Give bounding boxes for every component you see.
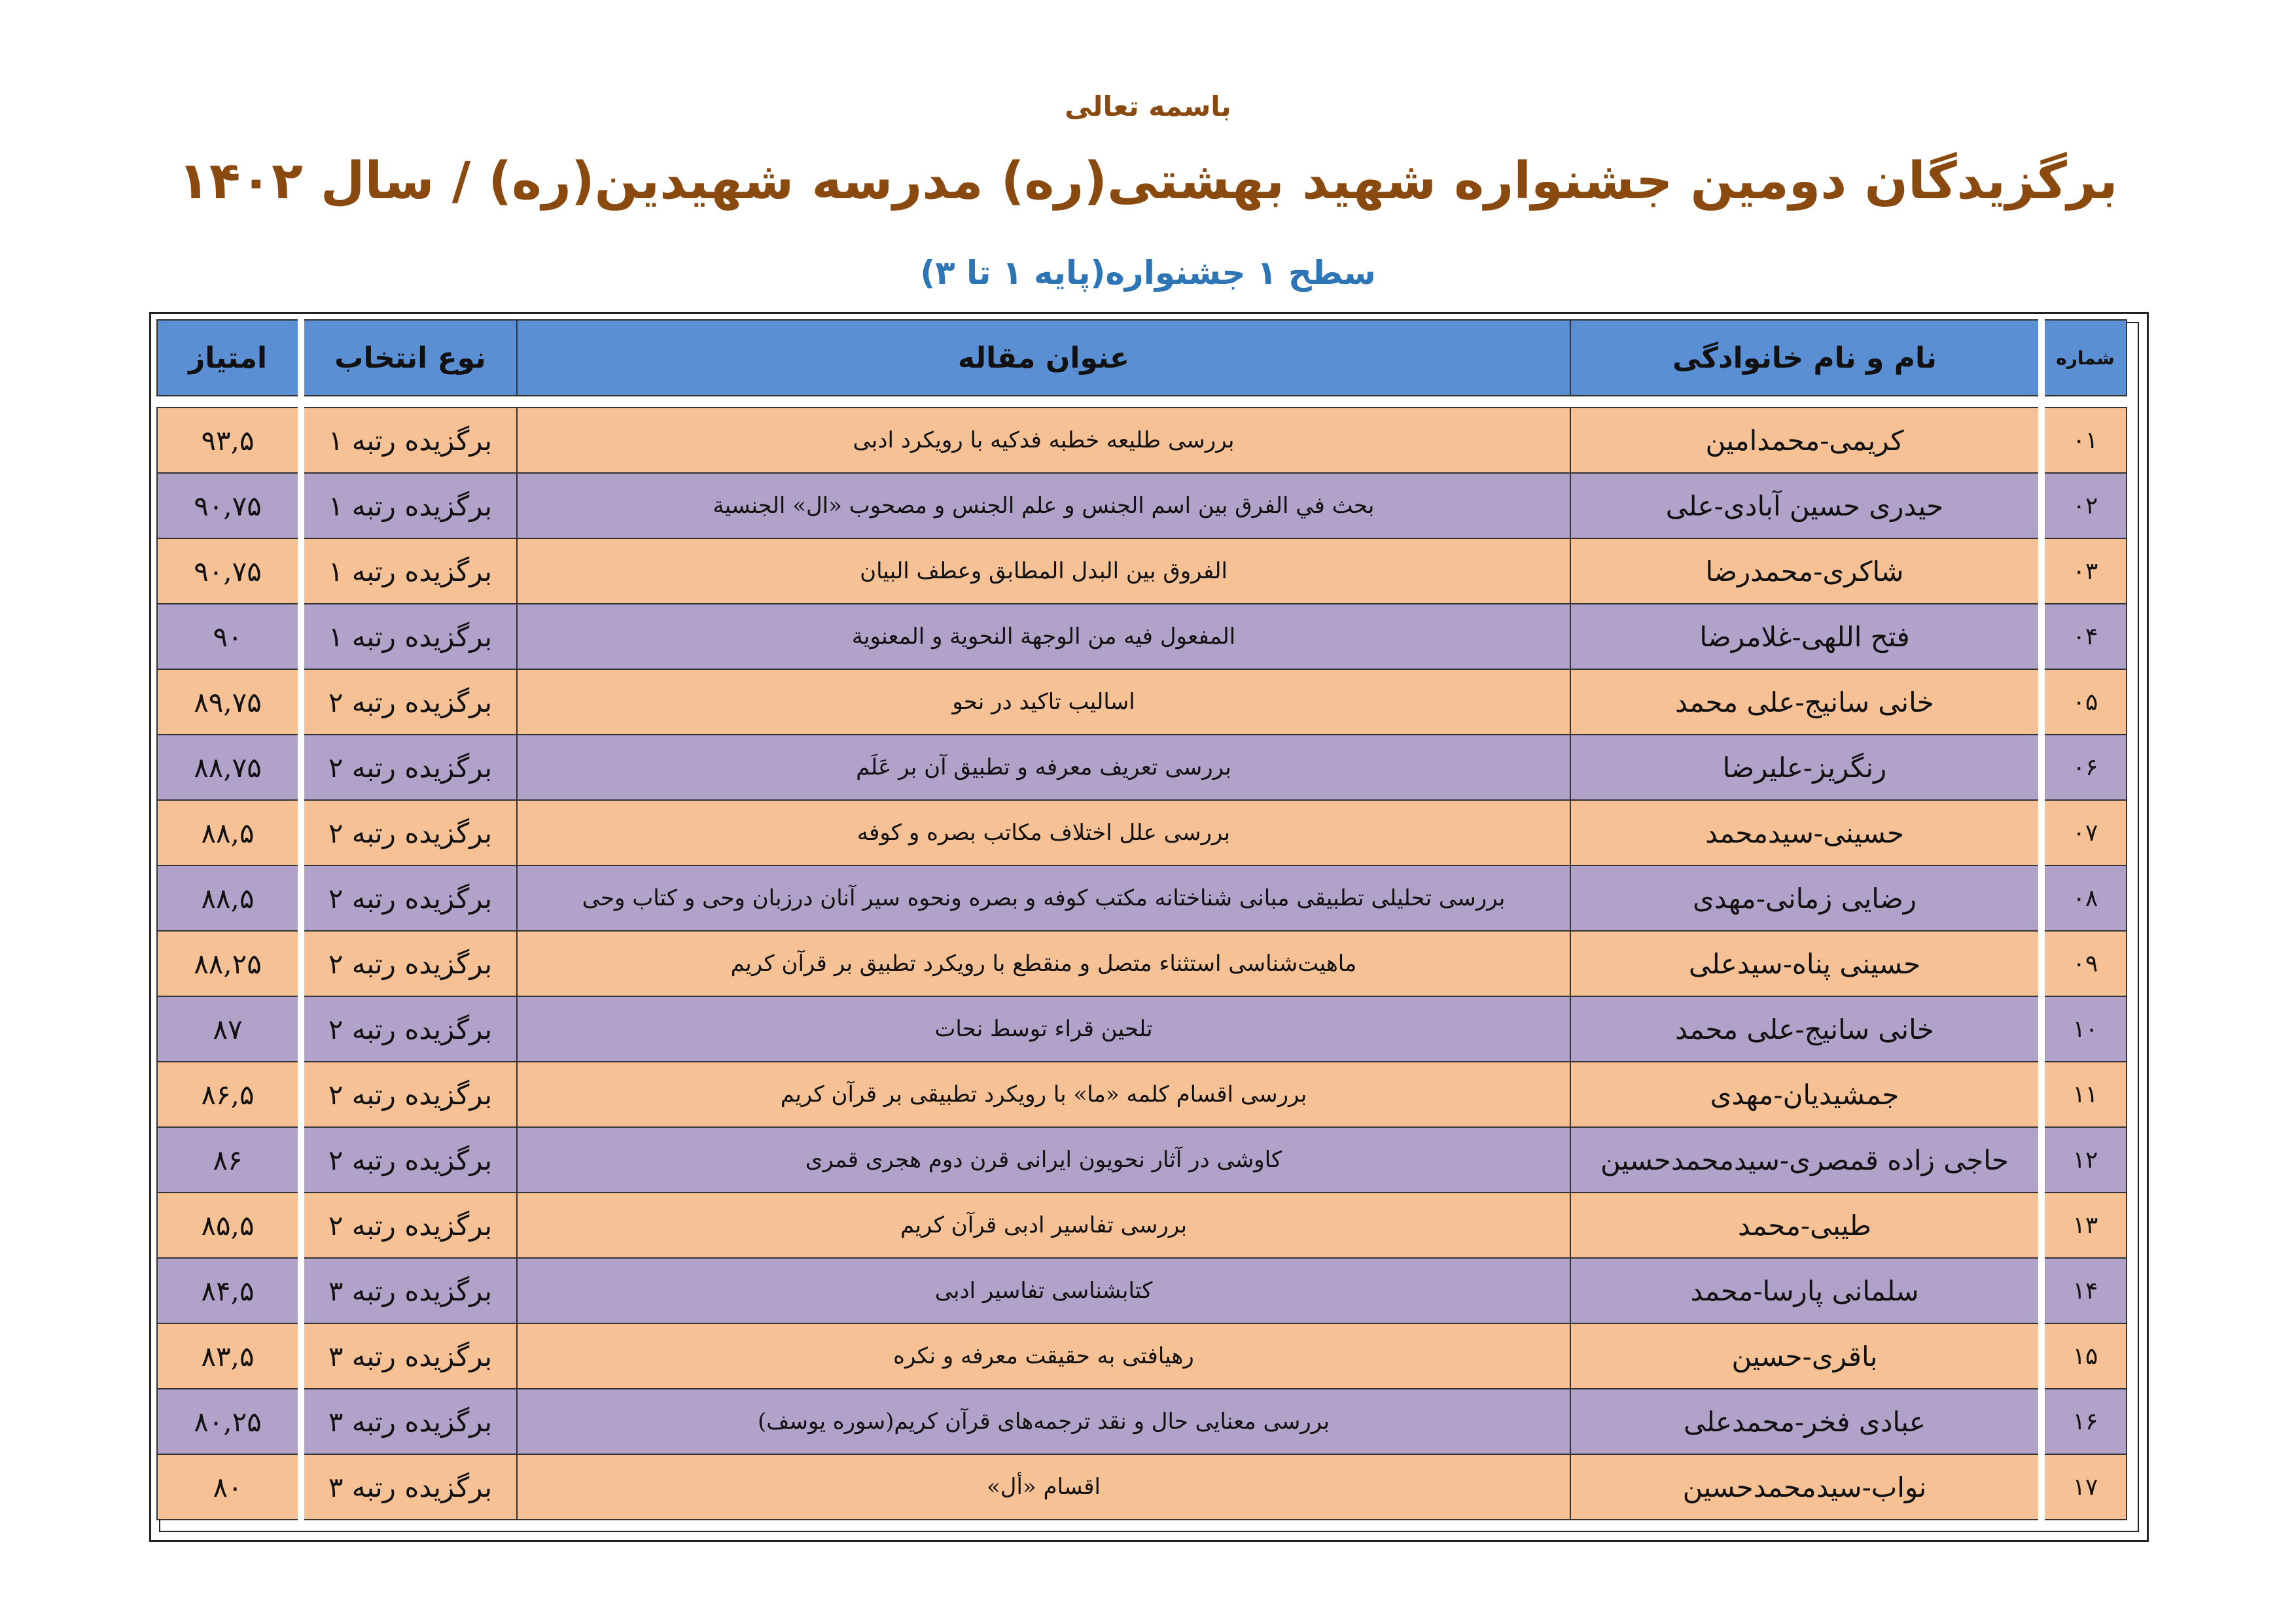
cell-name: عبادی فخر-محمدعلی xyxy=(1570,1389,2041,1454)
cell-name: طیبی-محمد xyxy=(1570,1193,2041,1258)
cell-title: اسالیب تاکید در نحو xyxy=(517,669,1570,735)
cell-name: سلمانی پارسا-محمد xyxy=(1570,1258,2041,1323)
cell-score: ۸۸,۵ xyxy=(157,800,301,865)
cell-title: الفروق بين البدل المطابق وعطف البيان xyxy=(517,538,1570,604)
table-row xyxy=(157,1258,2127,1323)
table-frame xyxy=(149,312,2149,1542)
cell-type: برگزیده رتبه ۲ xyxy=(301,931,517,996)
cell-type: برگزیده رتبه ۲ xyxy=(301,800,517,865)
cell-type: برگزیده رتبه ۳ xyxy=(301,1258,517,1323)
cell-title: اقسام «أل» xyxy=(517,1454,1570,1520)
cell-type: برگزیده رتبه ۲ xyxy=(301,669,517,735)
column-header-title: عنوان مقاله xyxy=(517,320,1570,396)
cell-score: ۸۷ xyxy=(157,996,301,1062)
cell-title: ماهیت‌شناسی استثناء متصل و منقطع با رویکرد تطبیق بر قرآن کریم xyxy=(517,931,1570,996)
cell-score: ۸۸,۷۵ xyxy=(157,735,301,800)
cell-title: رهیافتی به حقیقت معرفه و نکره xyxy=(517,1323,1570,1389)
cell-name: حیدری حسین آبادی-علی xyxy=(1570,473,2041,538)
column-header-number: شماره xyxy=(2041,320,2127,396)
cell-number: ۰۱ xyxy=(2041,408,2127,473)
cell-number: ۰۷ xyxy=(2041,800,2127,865)
cell-number: ۱۰ xyxy=(2041,996,2127,1062)
cell-type: برگزیده رتبه ۳ xyxy=(301,1323,517,1389)
cell-score: ۹۳,۵ xyxy=(157,408,301,473)
cell-title: کتابشناسی تفاسیر ادبی xyxy=(517,1258,1570,1323)
cell-type: برگزیده رتبه ۲ xyxy=(301,1127,517,1193)
cell-name: رنگریز-علیرضا xyxy=(1570,735,2041,800)
cell-name: خانی سانیج-علی محمد xyxy=(1570,669,2041,735)
cell-number: ۰۶ xyxy=(2041,735,2127,800)
cell-score: ۸۶,۵ xyxy=(157,1062,301,1127)
cell-name: حسینی-سیدمحمد xyxy=(1570,800,2041,865)
cell-title: بررسی تحلیلی تطبیقی مبانی شناختانه مکتب کوفه و بصره ونحوه سیر آنان درزبان وحی و کتاب وحی xyxy=(517,865,1570,931)
column-header-name: نام و نام خانوادگی xyxy=(1570,320,2041,396)
cell-name: رضایی زمانی-مهدی xyxy=(1570,865,2041,931)
winners-table xyxy=(156,319,2127,1520)
table-row xyxy=(157,1193,2127,1258)
cell-number: ۰۳ xyxy=(2041,538,2127,604)
cell-title: بحث في الفرق بين اسم الجنس و علم الجنس و مصحوب «ال» الجنسية xyxy=(517,473,1570,538)
table-row xyxy=(157,1323,2127,1389)
cell-type: برگزیده رتبه ۲ xyxy=(301,996,517,1062)
cell-score: ۹۰,۷۵ xyxy=(157,473,301,538)
cell-score: ۸۸,۵ xyxy=(157,865,301,931)
cell-score: ۸۹,۷۵ xyxy=(157,669,301,735)
page-subtitle: سطح ۱ جشنواره(پایه ۱ تا ۳) xyxy=(920,254,1376,292)
table-row xyxy=(157,538,2127,604)
cell-name: باقری-حسین xyxy=(1570,1323,2041,1389)
cell-title: تلحین قراء توسط نحات xyxy=(517,996,1570,1062)
cell-name: حاجی زاده قمصری-سیدمحمدحسین xyxy=(1570,1127,2041,1193)
table-body xyxy=(157,396,2127,1520)
table-row xyxy=(157,408,2127,473)
cell-type: برگزیده رتبه ۳ xyxy=(301,1454,517,1520)
cell-title: کاوشی در آثار نحویون ایرانی قرن دوم هجری قمری xyxy=(517,1127,1570,1193)
cell-type: برگزیده رتبه ۲ xyxy=(301,1062,517,1127)
cell-score: ۸۵,۵ xyxy=(157,1193,301,1258)
cell-title: بررسی تعریف معرفه و تطبیق آن بر عَلَم xyxy=(517,735,1570,800)
cell-score: ۸۴,۵ xyxy=(157,1258,301,1323)
table-row xyxy=(157,800,2127,865)
cell-number: ۱۵ xyxy=(2041,1323,2127,1389)
cell-name: نواب-سیدمحمدحسین xyxy=(1570,1454,2041,1520)
cell-number: ۰۴ xyxy=(2041,604,2127,669)
cell-type: برگزیده رتبه ۳ xyxy=(301,1389,517,1454)
cell-number: ۱۱ xyxy=(2041,1062,2127,1127)
cell-score: ۸۳,۵ xyxy=(157,1323,301,1389)
invocation: باسمه تعالی xyxy=(1065,90,1231,122)
cell-type: برگزیده رتبه ۱ xyxy=(301,473,517,538)
cell-score: ۸۸,۲۵ xyxy=(157,931,301,996)
cell-number: ۱۳ xyxy=(2041,1193,2127,1258)
page-title: برگزیدگان دومین جشنواره شهید بهشتی(ره) مدرسه شهیدین(ره) / سال ۱۴۰۲ xyxy=(178,152,2118,211)
cell-type: برگزیده رتبه ۲ xyxy=(301,735,517,800)
cell-name: شاکری-محمدرضا xyxy=(1570,538,2041,604)
cell-score: ۹۰,۷۵ xyxy=(157,538,301,604)
table-row xyxy=(157,996,2127,1062)
cell-title: بررسی تفاسیر ادبی قرآن کریم xyxy=(517,1193,1570,1258)
table-row xyxy=(157,865,2127,931)
cell-title: المفعول فيه من الوجهة النحوية و المعنوية xyxy=(517,604,1570,669)
cell-score: ۹۰ xyxy=(157,604,301,669)
cell-number: ۱۴ xyxy=(2041,1258,2127,1323)
table-row xyxy=(157,604,2127,669)
table-row xyxy=(157,931,2127,996)
cell-name: کریمی-محمدامین xyxy=(1570,408,2041,473)
cell-title: بررسی معنایی حال و نقد ترجمه‌های قرآن کریم(سوره یوسف) xyxy=(517,1389,1570,1454)
cell-number: ۰۵ xyxy=(2041,669,2127,735)
table-row xyxy=(157,1389,2127,1454)
cell-title: بررسی اقسام کلمه «ما» با رویکرد تطبیقی بر قرآن کریم xyxy=(517,1062,1570,1127)
cell-type: برگزیده رتبه ۱ xyxy=(301,604,517,669)
cell-number: ۱۷ xyxy=(2041,1454,2127,1520)
table-row xyxy=(157,473,2127,538)
table-row xyxy=(157,1127,2127,1193)
cell-title: بررسی طلیعه خطبه فدکیه با رویکرد ادبی xyxy=(517,408,1570,473)
cell-name: خانی سانیج-علی محمد xyxy=(1570,996,2041,1062)
cell-name: فتح اللهی-غلامرضا xyxy=(1570,604,2041,669)
cell-number: ۰۲ xyxy=(2041,473,2127,538)
cell-number: ۰۸ xyxy=(2041,865,2127,931)
cell-name: حسینی پناه-سیدعلی xyxy=(1570,931,2041,996)
cell-name: جمشیدیان-مهدی xyxy=(1570,1062,2041,1127)
cell-number: ۱۲ xyxy=(2041,1127,2127,1193)
cell-score: ۸۰,۲۵ xyxy=(157,1389,301,1454)
cell-number: ۰۹ xyxy=(2041,931,2127,996)
cell-type: برگزیده رتبه ۲ xyxy=(301,865,517,931)
table-header-row xyxy=(157,320,2127,396)
column-header-type: نوع انتخاب xyxy=(301,320,517,396)
cell-score: ۸۰ xyxy=(157,1454,301,1520)
cell-score: ۸۶ xyxy=(157,1127,301,1193)
table-row xyxy=(157,669,2127,735)
cell-title: بررسی علل اختلاف مکاتب بصره و کوفه xyxy=(517,800,1570,865)
table-row xyxy=(157,735,2127,800)
cell-number: ۱۶ xyxy=(2041,1389,2127,1454)
column-header-score: امتیاز xyxy=(157,320,301,396)
table-row xyxy=(157,1454,2127,1520)
header-gap xyxy=(157,396,2127,408)
cell-type: برگزیده رتبه ۲ xyxy=(301,1193,517,1258)
table-row xyxy=(157,1062,2127,1127)
cell-type: برگزیده رتبه ۱ xyxy=(301,538,517,604)
cell-type: برگزیده رتبه ۱ xyxy=(301,408,517,473)
